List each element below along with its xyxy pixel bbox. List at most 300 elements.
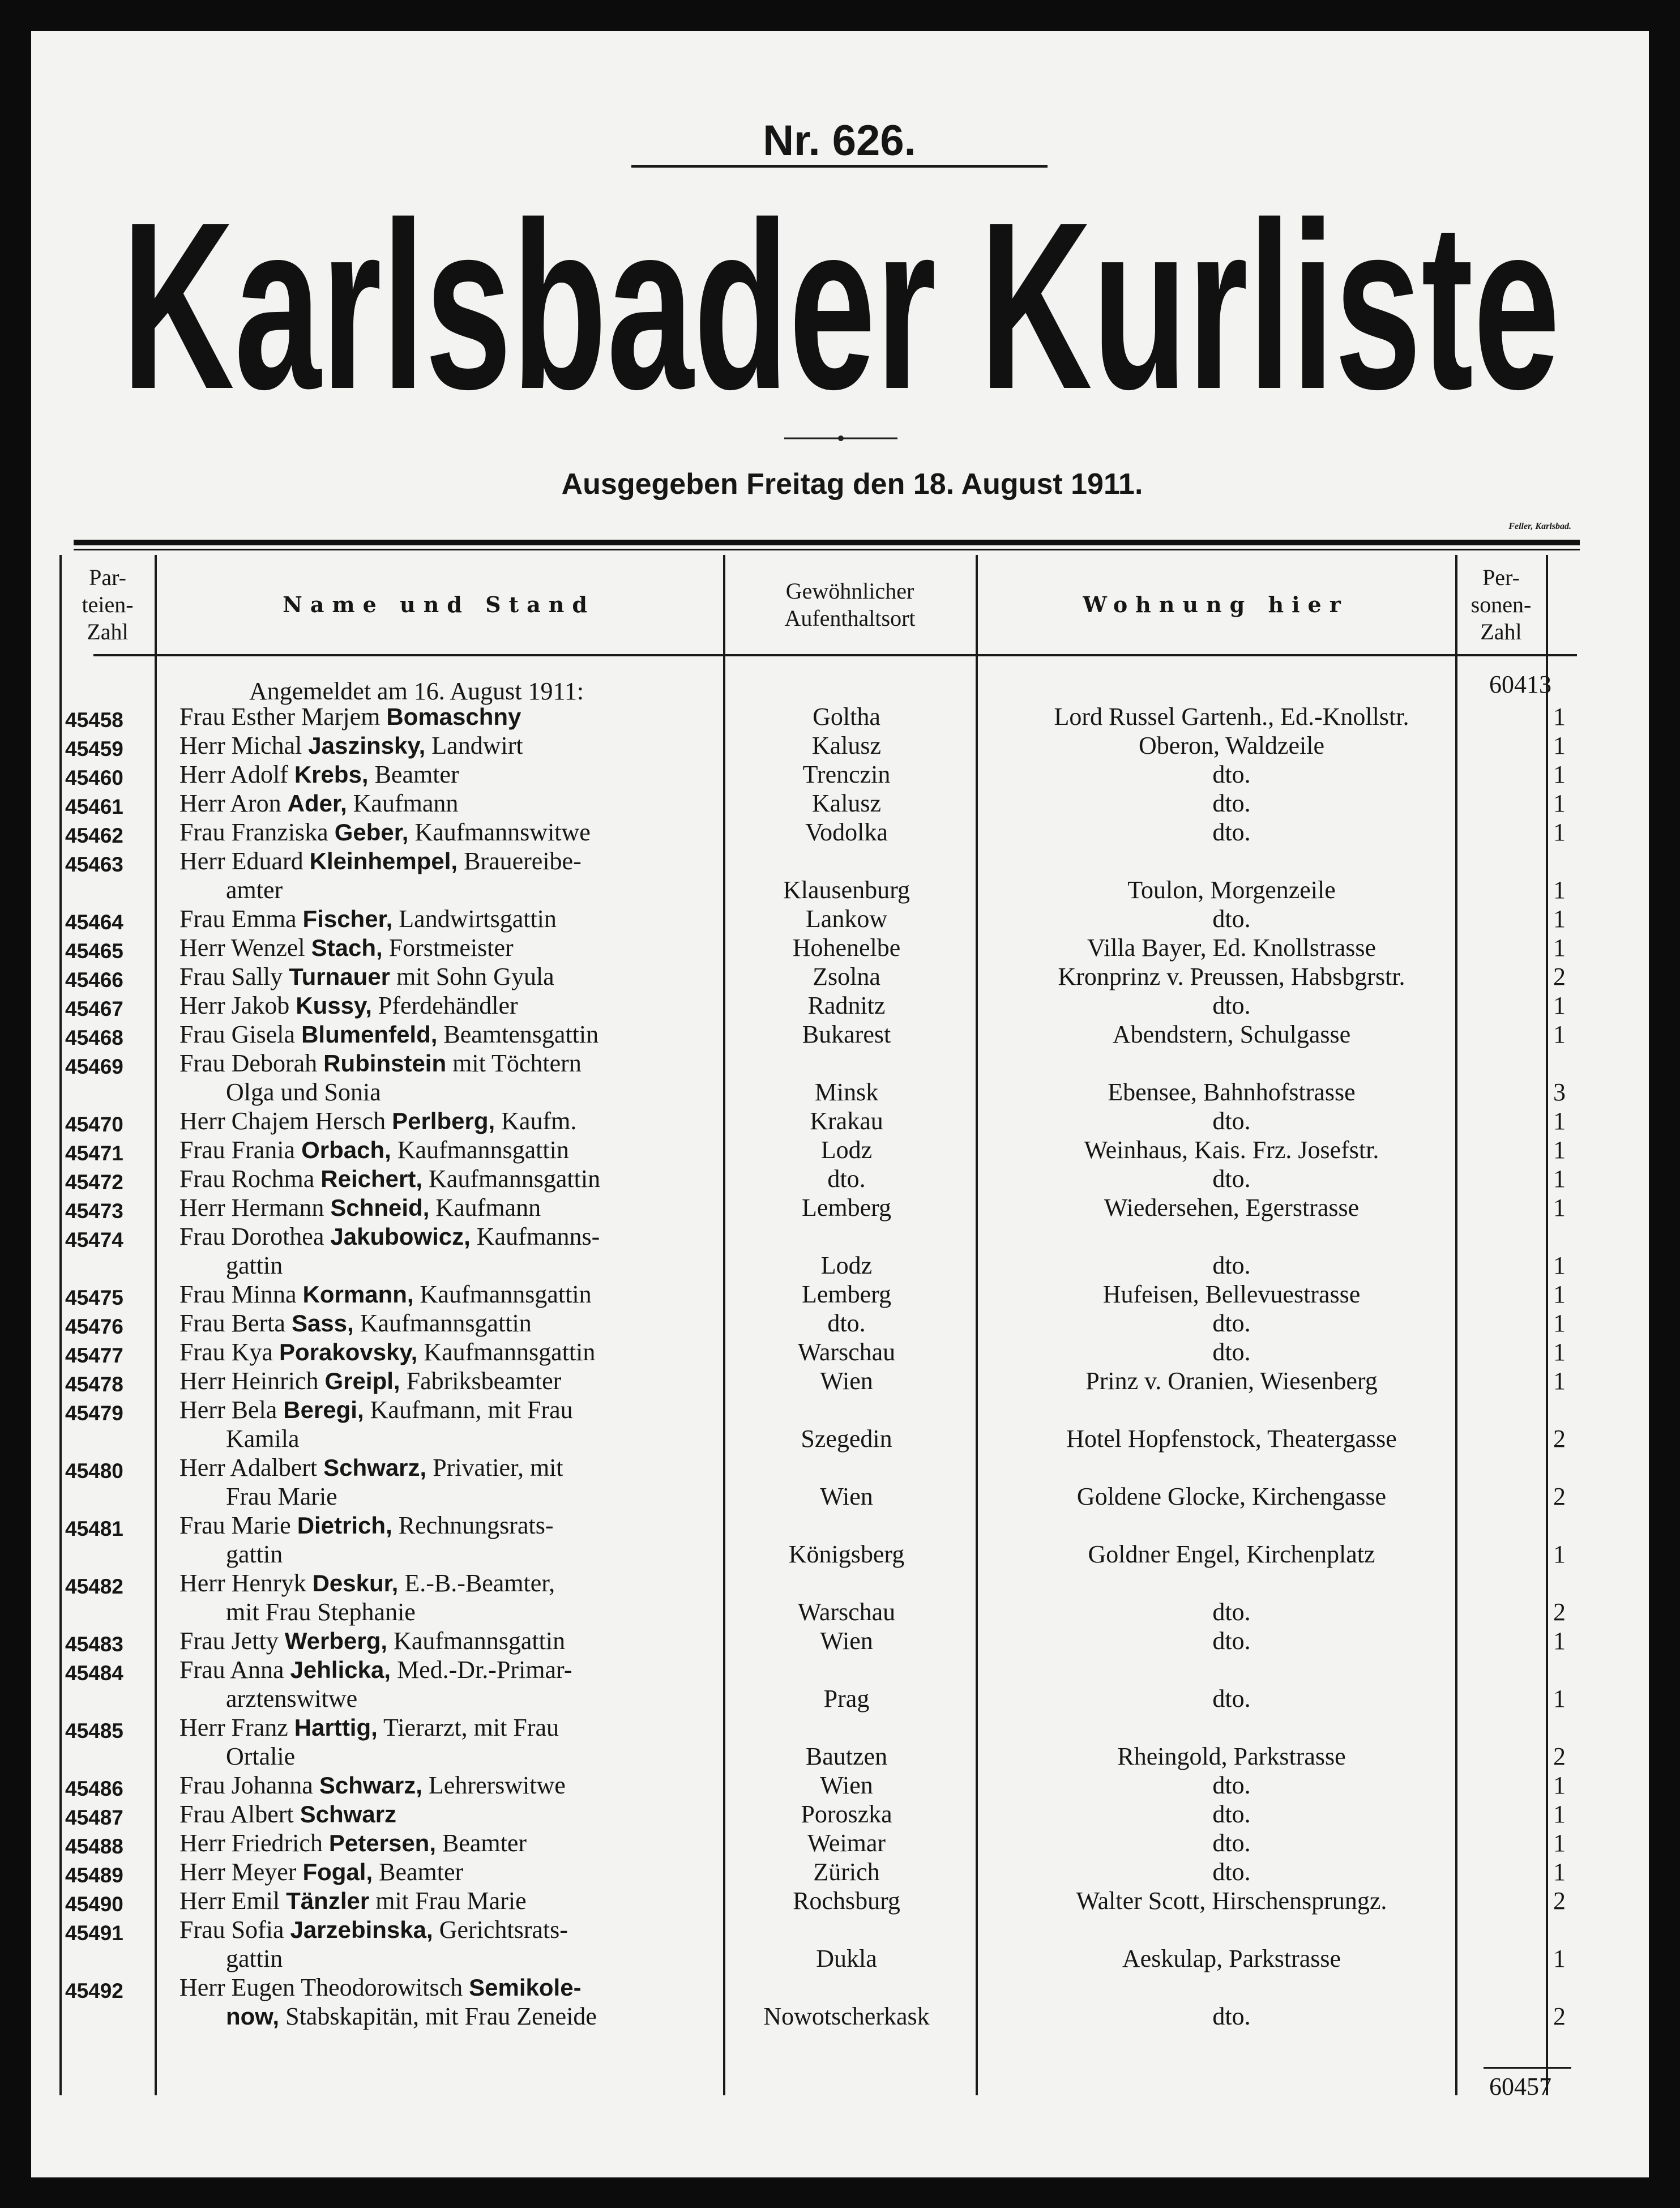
home-town: Klausenburg [783,876,910,904]
column-header-place: Gewöhnlicher Aufenthaltsort [784,578,916,631]
lodging: dto. [1212,1338,1251,1366]
surname: Harttig, [294,1714,378,1741]
person-count: 1 [1553,1945,1566,1972]
home-town: Vodolka [805,818,888,846]
surname: Fischer, [302,906,393,932]
surname-cont: now, [226,2003,280,2030]
name-title: Herr Friedrich [179,1829,329,1857]
surname: Kormann, [302,1281,414,1308]
person-count: 1 [1553,1107,1566,1135]
home-town: Lodz [820,1252,873,1279]
lodging: dto. [1212,1598,1251,1626]
name-title: Herr Michal [179,732,309,759]
home-town: Warschau [797,1598,896,1626]
name-line-2: Frau Marie [226,1483,337,1510]
table-row [31,962,1649,991]
table-row [31,789,1649,818]
column-header-home: Wohnung hier [1083,591,1349,617]
surname: Ader, [287,790,347,817]
table-row [31,1193,1649,1222]
lodging: dto. [1212,1252,1251,1279]
occupation: Landwirtsgattin [392,905,557,933]
home-town: Trenczin [802,761,891,788]
name-line-2: arztenswitwe [226,1685,358,1712]
lodging: Hotel Hopfenstock, Theatergasse [1066,1425,1397,1453]
lodging: dto. [1212,905,1251,933]
occupation: Fabriksbeamter [400,1367,562,1395]
surname: Sass, [291,1310,354,1336]
lodging: Lord Russel Gartenh., Ed.-Knollstr. [1054,703,1409,731]
guest-name [179,847,751,904]
guest-name [179,1222,751,1280]
person-count: 2 [1553,1483,1566,1510]
table-row [31,1655,1649,1713]
party-number: 45482 [65,1575,123,1598]
occupation: Kaufmannsgattin [353,1309,532,1337]
lodging: dto. [1212,761,1251,788]
lodging: dto. [1212,992,1251,1019]
party-number: 45478 [65,1373,123,1396]
name-title: Herr Bela [179,1396,284,1424]
party-number: 45473 [65,1199,123,1223]
guest-name [179,1829,751,1857]
name-title: Frau Deborah [179,1049,324,1077]
home-town: Goltha [813,703,880,731]
person-count: 1 [1553,789,1566,817]
party-number: 45471 [65,1142,123,1165]
occupation: Privatier, mit [426,1454,563,1481]
party-number: 45466 [65,968,123,992]
occupation: Beamtensgattin [437,1020,599,1048]
occupation: Landwirt [425,732,523,759]
occupation: Brauereibe- [458,847,582,875]
surname: Porakovsky, [279,1339,418,1365]
home-town: Bautzen [805,1743,888,1770]
lodging: dto. [1212,1685,1251,1712]
table-row [31,1973,1649,2031]
guest-name [179,1395,751,1453]
name-title: Frau Sofia [179,1916,290,1944]
party-number: 45476 [65,1315,123,1338]
surname: Kussy, [296,992,372,1019]
guest-name [179,1886,751,1915]
surname: Kleinhempel, [309,848,458,874]
masthead-title-text: Karlsbader Kurliste [122,173,1560,425]
lodging: dto. [1212,1107,1251,1135]
table-row [31,933,1649,962]
name-title: Herr Eugen Theodorowitsch [179,1974,469,2001]
table-row [31,1511,1649,1569]
occupation: Beamter [373,1858,464,1886]
surname: Schwarz, [319,1772,422,1799]
name-title: Frau Marie [179,1511,297,1539]
masthead-title [116,159,1566,425]
party-number: 45483 [65,1633,123,1656]
person-count: 2 [1553,1598,1566,1626]
occupation: Kaufmannsgattin [422,1165,601,1193]
name-line-2: gattin [226,1252,283,1279]
home-town: Prag [823,1685,870,1712]
surname: Tänzler [286,1887,370,1914]
name-title: Frau Minna [179,1280,303,1308]
party-number: 45492 [65,1979,123,2002]
lodging: dto. [1212,1309,1251,1337]
person-count: 2 [1553,2002,1566,2030]
person-count: 1 [1553,1309,1566,1337]
person-count: 1 [1553,1771,1566,1799]
occupation: Kaufmannsgattin [413,1280,592,1308]
name-title: Herr Heinrich [179,1367,325,1395]
guest-name [179,1857,751,1886]
occupation: Kaufmanns- [470,1223,600,1250]
name-title: Herr Chajem Hersch [179,1107,392,1135]
name-line-2: Olga und Sonia [226,1078,381,1106]
party-number: 45458 [65,708,123,732]
name-title: Frau Berta [179,1309,292,1337]
table-row [31,1107,1649,1135]
name-title: Herr Adolf [179,761,294,788]
surname: Greipl, [324,1368,400,1394]
person-count: 1 [1553,732,1566,759]
surname: Werberg, [284,1628,388,1654]
occupation: E.-B.-Beamter, [398,1569,555,1597]
section-heading: Angemeldet am 16. August 1911: [249,677,584,705]
total-end: 60457 [1489,2073,1551,2100]
party-number: 45465 [65,939,123,963]
table-row [31,1626,1649,1655]
lodging: dto. [1212,1771,1251,1799]
name-title: Frau Sally [179,963,289,990]
header-rule-thin [74,549,1580,550]
surname: Stach, [311,934,383,961]
person-count: 1 [1553,1800,1566,1828]
table-row [31,991,1649,1020]
party-number: 45459 [65,737,123,761]
table-row [31,1164,1649,1193]
person-count: 1 [1553,905,1566,933]
name-title: Frau Kya [179,1338,279,1366]
name-title: Frau Anna [179,1656,290,1684]
table-row [31,1020,1649,1049]
guest-name [179,1511,751,1569]
name-title: Herr Jakob [179,992,296,1019]
party-number: 45474 [65,1228,123,1252]
party-number: 45481 [65,1517,123,1540]
lodging: Villa Bayer, Ed. Knollstrasse [1087,934,1377,962]
guest-name [179,731,751,760]
guest-name [179,1626,751,1655]
party-number: 45479 [65,1402,123,1425]
table-row [31,1366,1649,1395]
guest-name [179,1309,751,1338]
name-title: Herr Meyer [179,1858,303,1886]
table-row [31,904,1649,933]
party-number: 45487 [65,1806,123,1829]
home-town: Wien [820,1627,873,1655]
guest-name [179,1771,751,1800]
guest-name [179,1280,751,1309]
occupation: Kaufmannsgattin [391,1136,569,1164]
person-count: 1 [1553,761,1566,788]
person-count: 1 [1553,1858,1566,1886]
surname: Jakubowicz, [330,1223,471,1250]
surname: Turnauer [289,963,391,990]
surname: Jarzebinska, [290,1916,433,1943]
table-row [31,818,1649,847]
table-row [31,1049,1649,1107]
home-town: Radnitz [807,992,886,1019]
name-title: Herr Franz [179,1714,294,1741]
guest-name [179,933,751,962]
name-title: Frau Albert [179,1800,300,1828]
home-town: Rochsburg [793,1887,900,1915]
lodging: dto. [1212,1800,1251,1828]
party-number: 45463 [65,853,123,876]
table-row [31,1338,1649,1366]
name-line-2: Kamila [226,1425,300,1453]
occupation: mit Sohn Gyula [390,963,554,990]
person-count: 1 [1553,1252,1566,1279]
name-title: Frau Rochma [179,1165,321,1193]
occupation: Kaufmann, mit Frau [364,1396,573,1424]
table-row [31,1135,1649,1164]
guest-name [179,1453,751,1511]
home-town: dto. [827,1165,866,1193]
guest-name [179,1049,751,1107]
lodging: Abendstern, Schulgasse [1112,1020,1351,1048]
occupation: Tierarzt, mit Frau [377,1714,559,1741]
lodging: Wiedersehen, Egerstrasse [1104,1194,1360,1222]
guest-name [179,904,751,933]
home-town: Lankow [805,905,888,933]
name-title: Frau Jetty [179,1627,285,1655]
home-town: Bukarest [802,1020,891,1048]
lodging: Kronprinz v. Preussen, Habsbgrstr. [1058,963,1405,990]
guest-name [179,789,751,818]
surname: Petersen, [328,1830,437,1856]
surname: Jehlicka, [290,1656,391,1683]
name-title: Frau Esther Marjem [179,703,387,731]
guest-name [179,1338,751,1366]
table-row [31,1800,1649,1829]
party-number: 45491 [65,1921,123,1945]
lodging: Ebensee, Bahnhofstrasse [1108,1078,1356,1106]
total-rule [1484,2067,1571,2069]
person-count: 1 [1553,1338,1566,1366]
party-number: 45485 [65,1719,123,1743]
occupation: Kaufmannswitwe [408,818,591,846]
table-row [31,1309,1649,1338]
occupation: Pferdehändler [371,992,518,1019]
home-town: Minsk [814,1078,879,1106]
occupation: Rechnungsrats- [392,1511,554,1539]
name-title: Herr Emil [179,1887,287,1915]
column-header-num: Par- teien- Zahl [82,564,134,644]
party-number: 45486 [65,1777,123,1800]
occupation: Kaufmann [347,789,459,817]
occupation: Beamter [368,761,459,788]
home-town: Wien [820,1483,873,1510]
table-row [31,1829,1649,1857]
guest-name [179,1193,751,1222]
occupation: Kaufmannsgattin [417,1338,596,1366]
table-row [31,731,1649,760]
guest-name [179,1655,751,1713]
lodging: dto. [1212,789,1251,817]
ornament-divider [784,434,897,442]
party-number: 45489 [65,1864,123,1887]
surname: Dietrich, [297,1512,392,1539]
person-count: 1 [1553,1020,1566,1048]
table-row [31,702,1649,731]
lodging: dto. [1212,1627,1251,1655]
person-count: 1 [1553,1194,1566,1222]
surname: Jaszinsky, [308,732,426,759]
lodging: dto. [1212,818,1251,846]
name-title: Herr Adalbert [179,1454,324,1481]
column-header-count: Per- sonen- Zahl [1470,564,1532,644]
lodging: Goldner Engel, Kirchenplatz [1088,1540,1375,1568]
name-line-2: mit Frau Stephanie [226,1598,416,1626]
table-row [31,1569,1649,1626]
name-line-2: gattin [226,1540,283,1568]
lodging: Walter Scott, Hirschensprungz. [1076,1887,1387,1915]
table-row [31,1280,1649,1309]
home-town: Weimar [807,1829,886,1857]
lodging: Hufeisen, Bellevuestrasse [1102,1280,1361,1308]
party-number: 45484 [65,1662,123,1685]
home-town: Hohenelbe [792,934,901,962]
name-title: Frau Frania [179,1136,302,1164]
header-rule-thick [74,540,1580,545]
home-town: Lemberg [801,1194,892,1222]
lodging: dto. [1212,2002,1251,2030]
surname: Blumenfeld, [301,1021,438,1048]
guest-name [179,1366,751,1395]
lodging: Prinz v. Oranien, Wiesenberg [1085,1367,1378,1395]
person-count: 1 [1553,934,1566,962]
home-town: dto. [827,1309,866,1337]
home-town: Wien [820,1771,873,1799]
surname: Fogal, [302,1859,373,1885]
person-count: 2 [1553,1743,1566,1770]
person-count: 1 [1553,1829,1566,1857]
party-number: 45460 [65,766,123,789]
home-town: Lodz [820,1136,873,1164]
occupation: Forstmeister [382,934,514,962]
lodging: dto. [1212,1165,1251,1193]
person-count: 2 [1553,1887,1566,1915]
person-count: 1 [1553,1136,1566,1164]
total-start: 60413 [1489,670,1551,698]
guest-name [179,1800,751,1829]
guest-name [179,1569,751,1626]
occupation: Kaufmannsgattin [387,1627,566,1655]
home-town: Nowotscherkask [763,2002,930,2030]
surname: Schwarz [300,1801,397,1827]
table-row [31,847,1649,904]
surname: Reichert, [320,1165,423,1192]
party-number: 45469 [65,1055,123,1078]
name-title: Herr Henryk [179,1569,313,1597]
name-title: Frau Franziska [179,818,335,846]
lodging: Aeskulap, Parkstrasse [1122,1945,1341,1972]
issue-number: Nr. 626. [763,117,916,165]
occupation: mit Frau Marie [369,1887,527,1915]
guest-name [179,991,751,1020]
party-number: 45464 [65,911,123,934]
name-title: Frau Johanna [179,1771,319,1799]
occupation: Kaufmann [429,1194,541,1222]
home-town: Kalusz [811,789,882,817]
name-title: Frau Emma [179,905,303,933]
name-title: Herr Hermann [179,1194,331,1222]
table-row [31,1771,1649,1800]
name-title: Herr Eduard [179,847,310,875]
party-number: 45462 [65,824,123,847]
party-number: 45475 [65,1286,123,1309]
person-count: 2 [1553,963,1566,990]
table-row [31,760,1649,789]
surname: Bomaschny [386,703,521,730]
table-row [31,1857,1649,1886]
name-line-2: Ortalie [226,1743,296,1770]
party-number: 45467 [65,997,123,1020]
surname: Perlberg, [392,1108,495,1134]
newspaper-page [31,31,1649,2177]
person-count: 2 [1553,1425,1566,1453]
home-town: Dukla [816,1945,877,1972]
surname: Semikole- [469,1974,582,2001]
table-row [31,1713,1649,1771]
guest-name [179,1164,751,1193]
printer-credit: Feller, Karlsbad. [1508,522,1571,531]
party-number: 45477 [65,1344,123,1367]
lodging: Oberon, Waldzeile [1139,732,1324,759]
guest-name [179,962,751,991]
home-town: Szegedin [801,1425,892,1453]
surname: Geber, [334,819,409,845]
guest-name [179,1020,751,1049]
lodging: dto. [1212,1829,1251,1857]
table-row [31,1915,1649,1973]
person-count: 1 [1553,1627,1566,1655]
home-town: Wien [820,1367,873,1395]
surname: Orbach, [301,1137,391,1163]
home-town: Lemberg [801,1280,892,1308]
surname: Krebs, [294,761,369,788]
person-count: 1 [1553,703,1566,731]
guest-name [179,1135,751,1164]
guest-name [179,1915,751,1973]
party-number: 45490 [65,1893,123,1916]
person-count: 1 [1553,1540,1566,1568]
name-line-2: gattin [226,1945,283,1972]
home-town: Krakau [810,1107,883,1135]
party-number: 45461 [65,795,123,818]
table-row [31,1395,1649,1453]
person-count: 1 [1553,1685,1566,1712]
name-line-2: Stabskapitän, mit Frau Zeneide [279,2002,597,2030]
lodging: Weinhaus, Kais. Frz. Josefstr. [1084,1136,1379,1164]
guest-name [179,1713,751,1771]
column-header-rule [93,654,1577,656]
occupation: Gerichtsrats- [433,1916,568,1944]
guest-name [179,1107,751,1135]
home-town: Kalusz [811,732,882,759]
occupation: Kaufm. [495,1107,577,1135]
home-town: Zsolna [813,963,880,990]
